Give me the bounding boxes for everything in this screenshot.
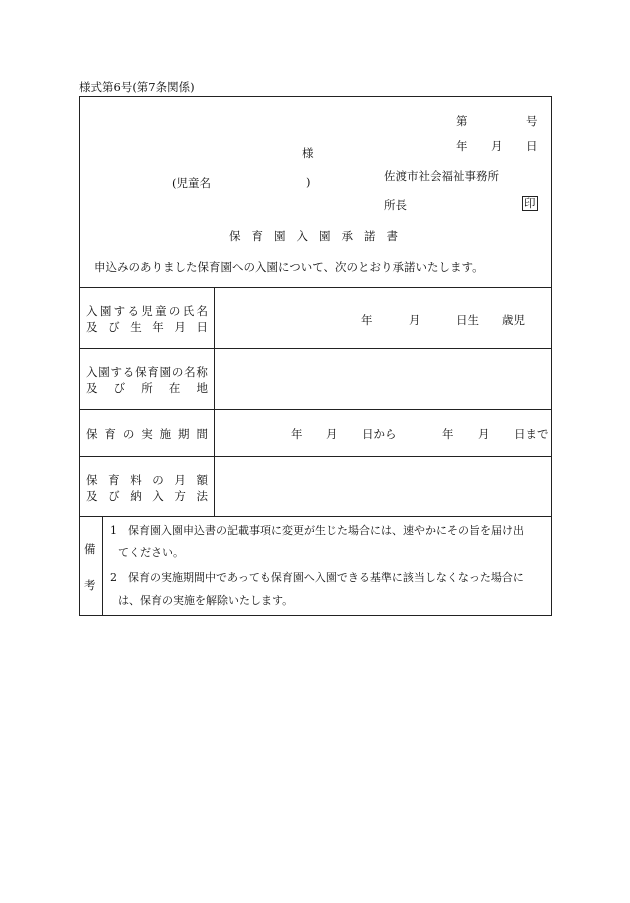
- row4-label-line1: 保 育 料 の 月 額: [86, 473, 208, 487]
- period-start-month: 月: [326, 427, 338, 441]
- row-divider: [80, 516, 551, 517]
- note2-line2: は、保育の実施を解除いたします。: [118, 594, 294, 607]
- honorific-sama: 様: [302, 146, 314, 160]
- row1-label-line1: 入 園 す る 児 童 の 氏 名: [86, 304, 208, 318]
- row-divider: [80, 287, 551, 288]
- row-divider: [80, 348, 551, 349]
- office-name: 佐渡市社会福祉事務所: [384, 169, 499, 183]
- seal-mark: 印: [524, 196, 536, 210]
- date-month: 月: [491, 139, 503, 153]
- row4-label-line2: 及 び 納 入 方 法: [86, 489, 208, 503]
- row1-year: 年: [361, 313, 373, 327]
- body-text: 申込みのありました保育園への入園について、次のとおり承諾いたします。: [94, 260, 484, 274]
- notes-label-2: 考: [84, 578, 96, 592]
- date-day: 日: [526, 139, 538, 153]
- period-end-year: 年: [442, 427, 454, 441]
- doc-number-go: 号: [526, 114, 538, 128]
- row-divider: [80, 456, 551, 457]
- form-number-label: 様式第6号(第7条関係): [79, 80, 195, 94]
- approval-form: [79, 96, 552, 616]
- row1-birthday-suffix: 日生: [456, 313, 479, 327]
- child-name-open: (児童名: [172, 176, 211, 190]
- date-year: 年: [456, 139, 468, 153]
- notes-divider: [102, 516, 103, 616]
- doc-number-dai: 第: [456, 114, 468, 128]
- child-name-close: ): [306, 175, 311, 189]
- period-start-year: 年: [291, 427, 303, 441]
- row2-label-line1: 入 園 す る 保 育 園 の 名 称: [86, 365, 208, 379]
- column-divider: [214, 287, 215, 516]
- row1-age-class: 歳児: [502, 313, 525, 327]
- document-title: 保育園入園承諾書: [229, 229, 409, 243]
- row3-label: 保 育 の 実 施 期 間: [86, 427, 208, 441]
- row2-label-line2: 及 び 所 在 地: [86, 381, 208, 395]
- row1-label-line2: 及 び 生 年 月 日: [86, 320, 208, 334]
- period-end-day: 日まで: [514, 427, 549, 441]
- note1-line1: 1 保育園入園申込書の記載事項に変更が生じた場合には、速やかにその旨を届け出: [110, 524, 524, 537]
- period-end-month: 月: [478, 427, 490, 441]
- note2-line1: 2 保育の実施期間中であっても保育園へ入園できる基準に該当しなくなった場合に: [110, 571, 524, 584]
- row-divider: [80, 409, 551, 410]
- note1-line2: てください。: [118, 546, 184, 559]
- director-title: 所長: [384, 198, 407, 212]
- notes-label-1: 備: [84, 542, 96, 556]
- period-start-day: 日から: [362, 427, 397, 441]
- row1-month: 月: [409, 313, 421, 327]
